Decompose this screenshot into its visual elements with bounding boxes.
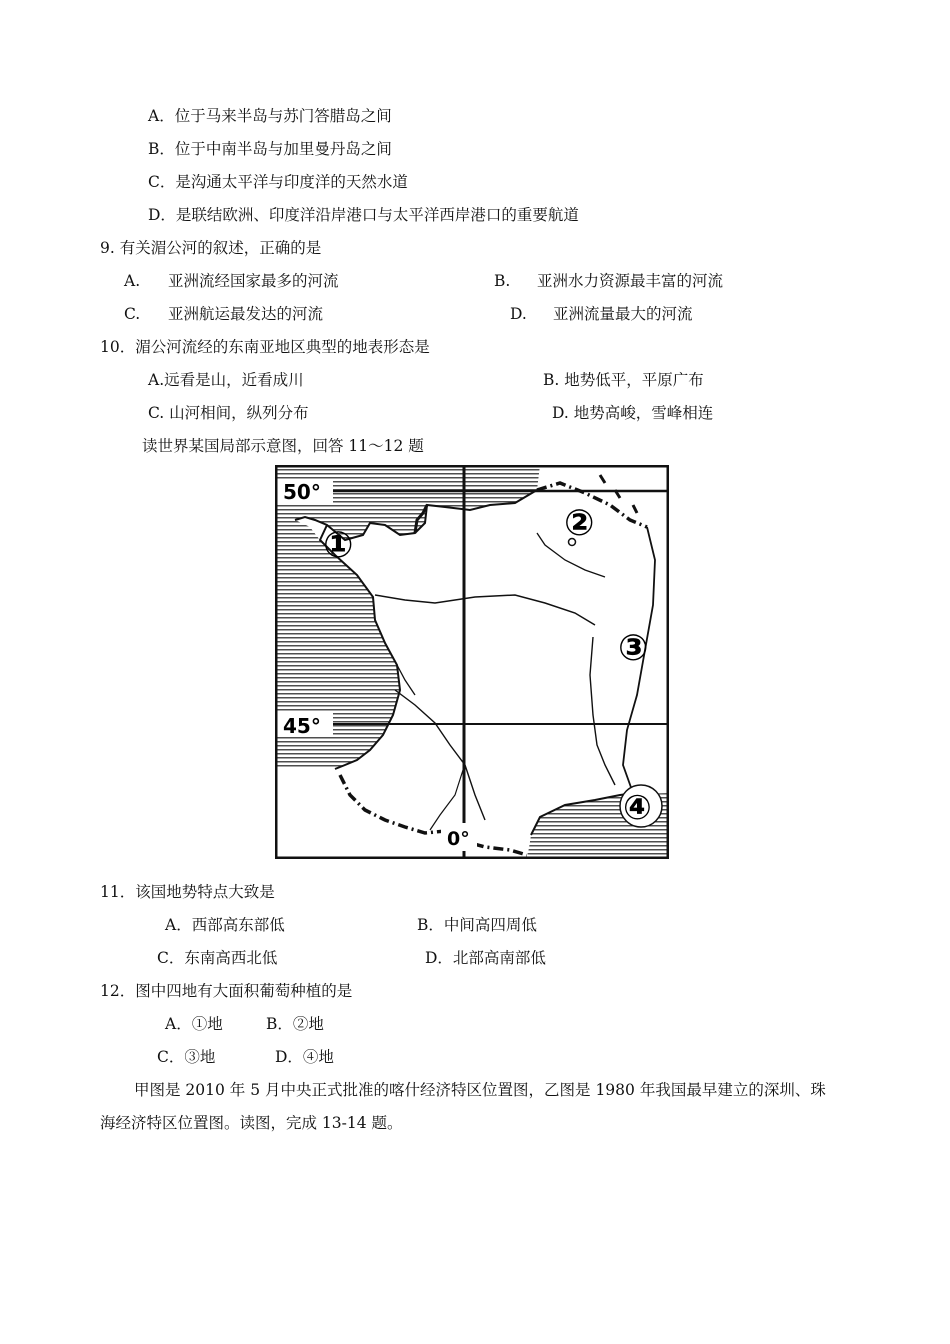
q8-option-b: B．位于中南半岛与加里曼丹岛之间 — [148, 140, 392, 158]
marker-1: ① — [323, 525, 354, 566]
q9-option-b-letter: B. — [494, 272, 511, 290]
q12-option-d: D．④地 — [275, 1048, 334, 1066]
q9-option-a-letter: A. — [124, 272, 141, 290]
longitude-0-label: 0° — [447, 828, 470, 850]
paragraph-line-1: 甲图是 2010 年 5 月中央正式批准的喀什经济特区位置图，乙图是 1980 年我国最早建立的深圳、珠 — [134, 1081, 826, 1099]
marker-3: ③ — [618, 628, 649, 669]
q11-option-d: D．北部高南部低 — [425, 949, 546, 967]
q10-option-c: C. 山河相间，纵列分布 — [148, 404, 309, 422]
marker-2: ② — [564, 503, 595, 544]
q11-option-b: B．中间高四周低 — [417, 916, 537, 934]
q9-stem: 9. 有关湄公河的叙述，正确的是 — [100, 239, 322, 257]
q9-option-d: 亚洲流量最大的河流 — [553, 305, 693, 323]
q12-option-c: C．③地 — [157, 1048, 216, 1066]
q9-option-a: 亚洲流经国家最多的河流 — [168, 272, 339, 290]
q11-option-a: A．西部高东部低 — [165, 916, 285, 934]
marker-4: ④ — [623, 788, 652, 828]
q12-option-b: B．②地 — [266, 1015, 324, 1033]
map-intro: 读世界某国局部示意图，回答 11～12 题 — [142, 437, 424, 455]
q9-option-c-letter: C. — [124, 305, 141, 323]
q10-stem: 10．湄公河流经的东南亚地区典型的地表形态是 — [100, 338, 430, 356]
q9-option-d-letter: D. — [510, 305, 527, 323]
latitude-45-label: 45° — [283, 714, 321, 738]
q10-option-b: B. 地势低平，平原广布 — [543, 371, 704, 389]
q8-option-d: D．是联结欧洲、印度洋沿岸港口与太平洋西岸港口的重要航道 — [148, 206, 579, 224]
q10-option-d: D. 地势高峻，雪峰相连 — [552, 404, 714, 422]
latitude-50-label: 50° — [283, 480, 321, 504]
q8-option-a: A．位于马来半岛与苏门答腊岛之间 — [148, 107, 392, 125]
q9-option-c: 亚洲航运最发达的河流 — [168, 305, 324, 323]
q9-option-b: 亚洲水力资源最丰富的河流 — [537, 272, 724, 290]
q10-option-a: A.远看是山，近看成川 — [148, 371, 304, 389]
q8-option-c: C．是沟通太平洋与印度洋的天然水道 — [148, 173, 408, 191]
paragraph-line-2: 海经济特区位置图。读图，完成 13-14 题。 — [100, 1114, 403, 1132]
q11-option-c: C．东南高西北低 — [157, 949, 278, 967]
q12-option-a: A．①地 — [165, 1015, 223, 1033]
q11-stem: 11．该国地势特点大致是 — [100, 883, 275, 901]
country-map — [275, 465, 669, 859]
q12-stem: 12．图中四地有大面积葡萄种植的是 — [100, 982, 353, 1000]
